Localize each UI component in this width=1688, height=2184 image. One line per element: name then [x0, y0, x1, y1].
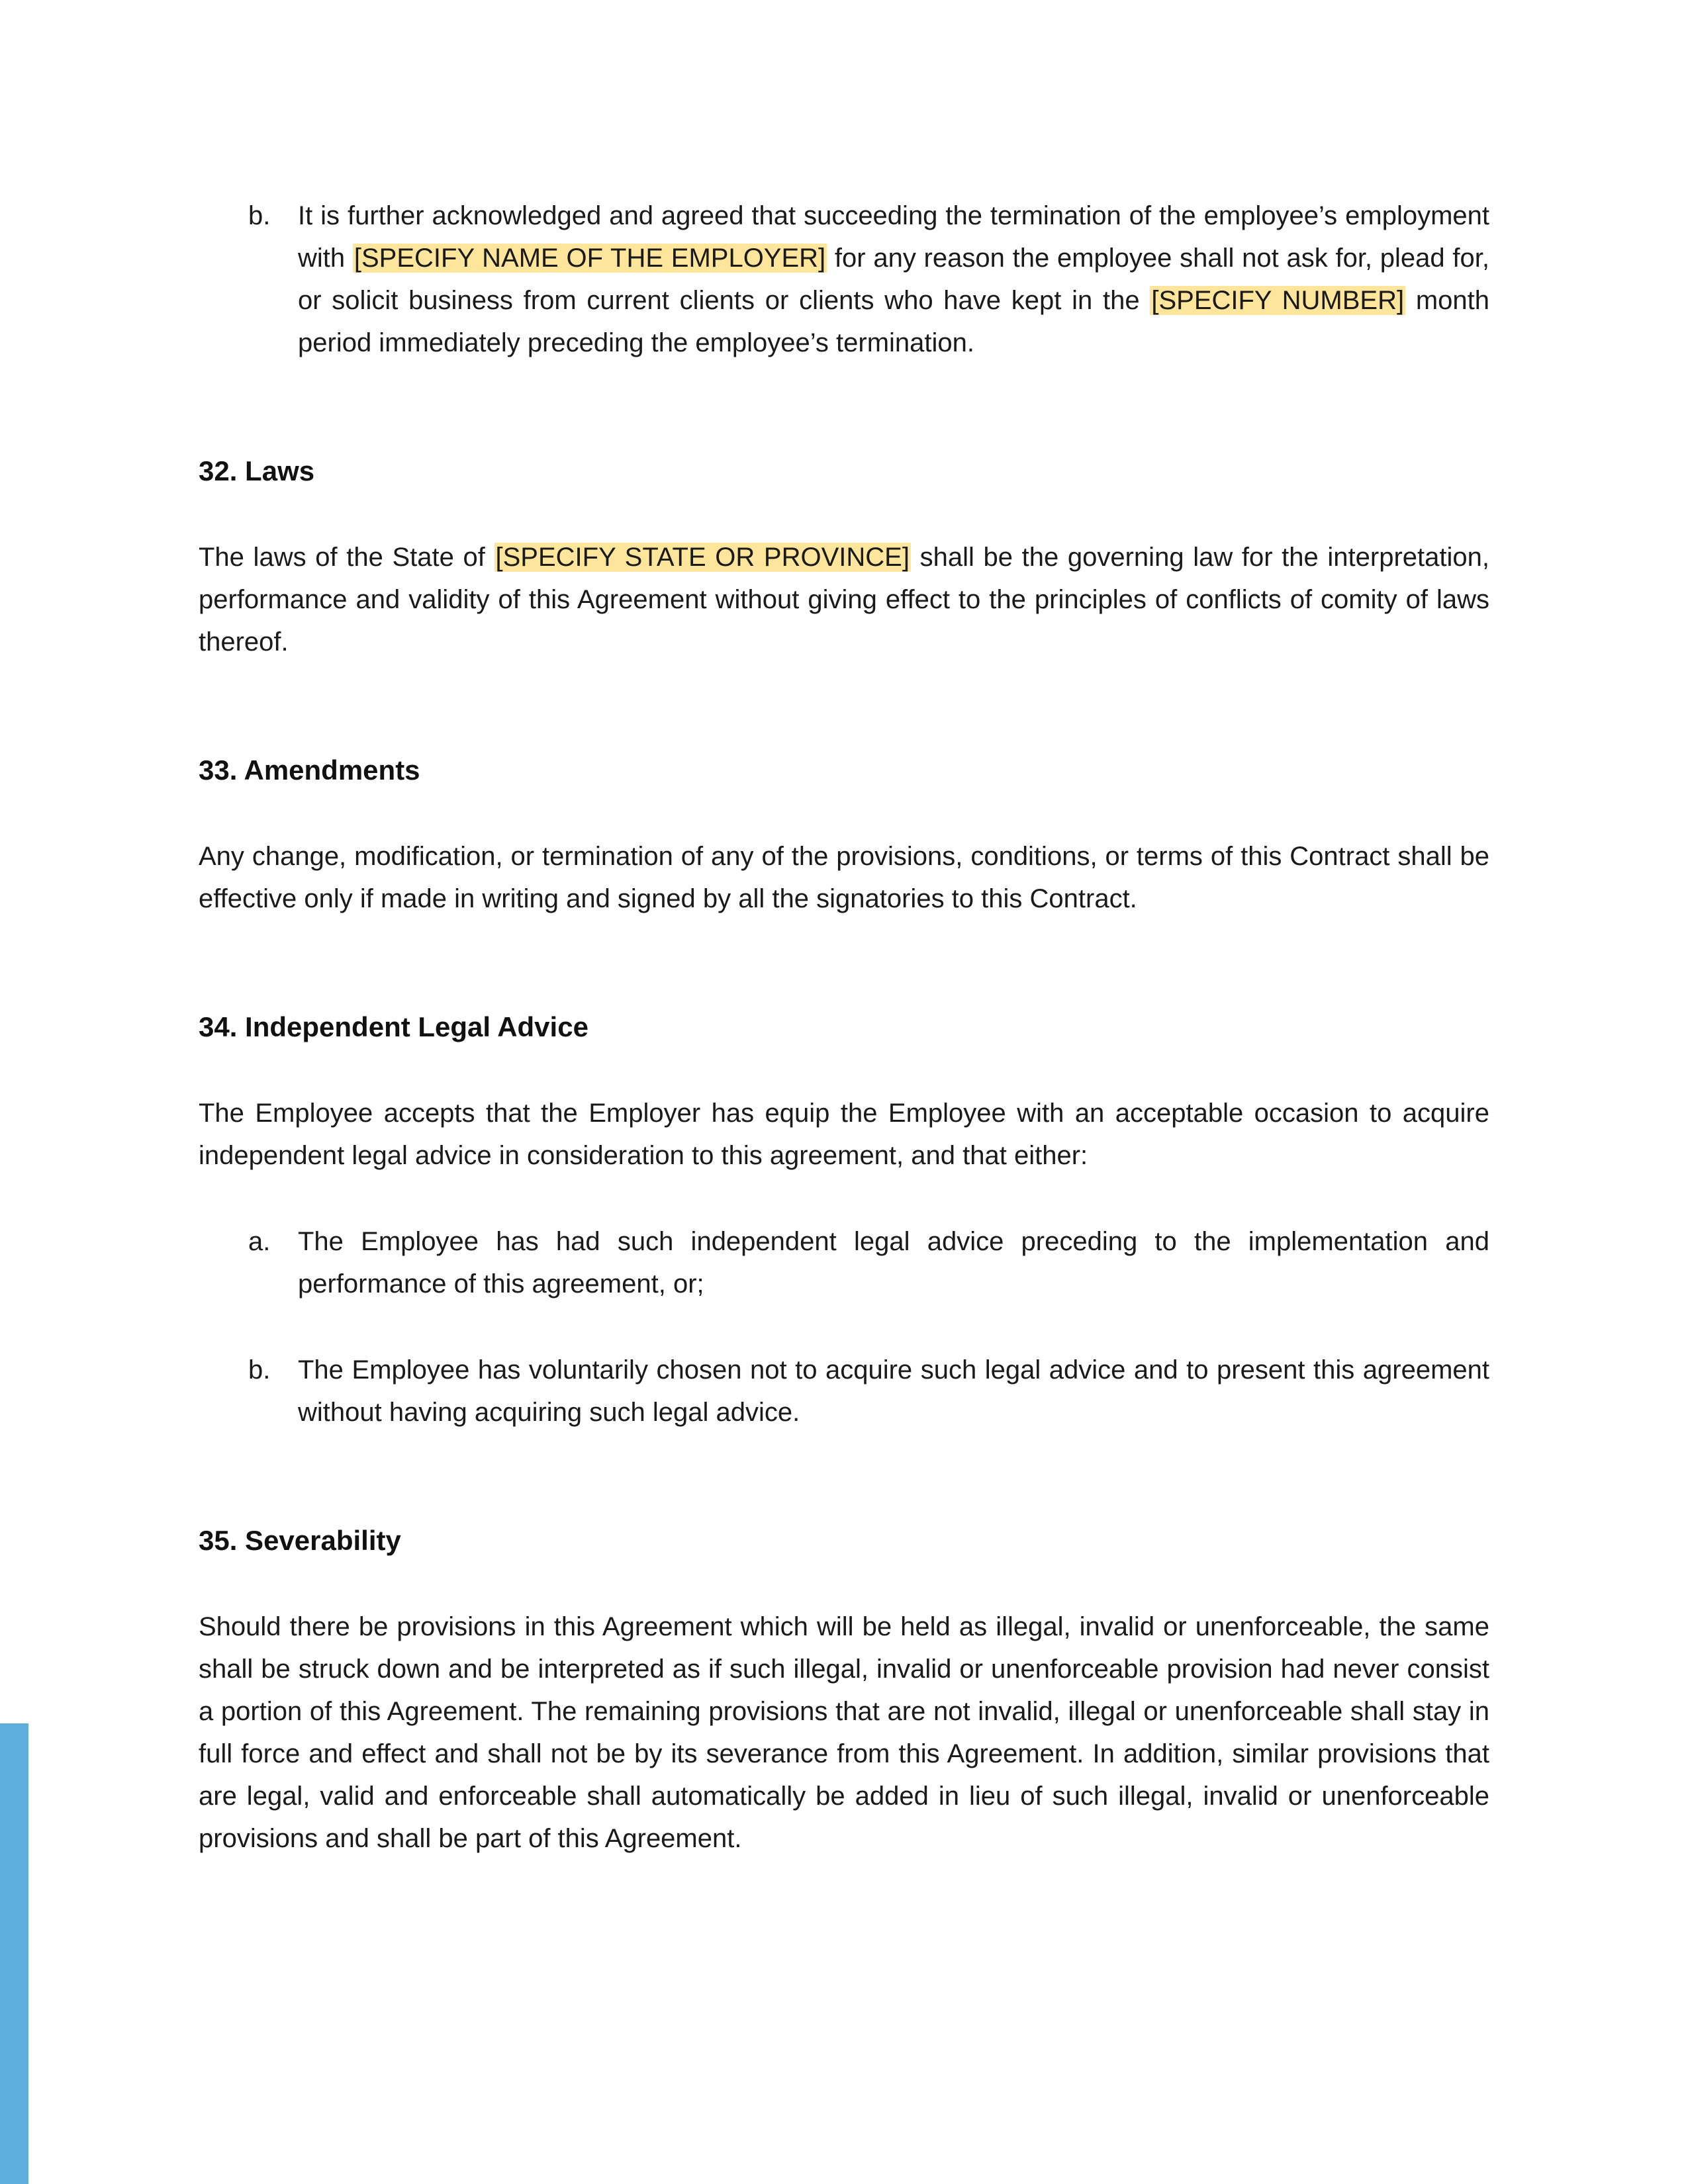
list-item-text: for any reason the employee shall not ask for, plead for, or solicit business from current clients or clients who have kept in the — [298, 244, 1489, 315]
list-item-text: It is further acknowledged and agreed that succeeding the termination of the employee’s employment with — [298, 201, 1489, 273]
list-marker: b. — [248, 1355, 271, 1385]
document-content — [199, 195, 1489, 1860]
section-paragraph-legal-advice: The Employee accepts that the Employer has equip the Employee with an acceptable occasion to acquire independent legal advice in consideration to this agreement, and that either: — [199, 1099, 1489, 1170]
section-paragraph-laws — [199, 536, 1489, 663]
list-item-text: The Employee has voluntarily chosen not to acquire such legal advice and to present this agreement without having acquiring such legal advice. — [298, 1355, 1489, 1427]
paragraph-text: The laws of the State of — [199, 543, 494, 572]
list-marker: b. — [248, 201, 271, 230]
list-item — [199, 1220, 1489, 1305]
placeholder-employer-name: [SPECIFY NAME OF THE EMPLOYER] — [353, 244, 826, 273]
section-heading-amendments: 33. Amendments — [199, 754, 420, 786]
section-paragraph-severability: Should there be provisions in this Agreement which will be held as illegal, invalid or unenforceable, the same shall be struck down and be interpreted as if such illegal, invalid or unenforceable provision had never consist a portion of this Agreement. The remaining provisions that are not invalid, illegal or unenforceable shall stay in full force and effect and shall not be by its severance from this Agreement. In addition, similar provisions that are legal, valid and enforceable shall automatically be added in lieu of such illegal, invalid or unenforceable provisions and shall be part of this Agreement. — [199, 1612, 1489, 1853]
section-heading-laws: 32. Laws — [199, 455, 315, 486]
list-item — [199, 195, 1489, 364]
list-item-text: month period immediately preceding the employee’s termination. — [298, 286, 1489, 357]
decorative-side-bar — [0, 1723, 28, 2184]
list-item-text: The Employee has had such independent legal advice preceding to the implementation and performance of this agreement, or; — [298, 1227, 1489, 1298]
section-paragraph-amendments: Any change, modification, or termination of any of the provisions, conditions, or terms of this Contract shall be effective only if made in writing and signed by all the signatories to this Contract. — [199, 842, 1489, 913]
paragraph-text: shall be the governing law for the interpretation, performance and validity of this Agreement without giving effect to the principles of conflicts of comity of laws thereof. — [199, 543, 1490, 657]
placeholder-state: [SPECIFY STATE OR PROVINCE] — [495, 543, 910, 572]
section-heading-severability: 35. Severability — [199, 1525, 401, 1556]
section-heading-legal-advice: 34. Independent Legal Advice — [199, 1011, 588, 1042]
list-item — [199, 1349, 1489, 1433]
placeholder-number: [SPECIFY NUMBER] — [1151, 286, 1405, 315]
list-marker: a. — [248, 1227, 271, 1256]
